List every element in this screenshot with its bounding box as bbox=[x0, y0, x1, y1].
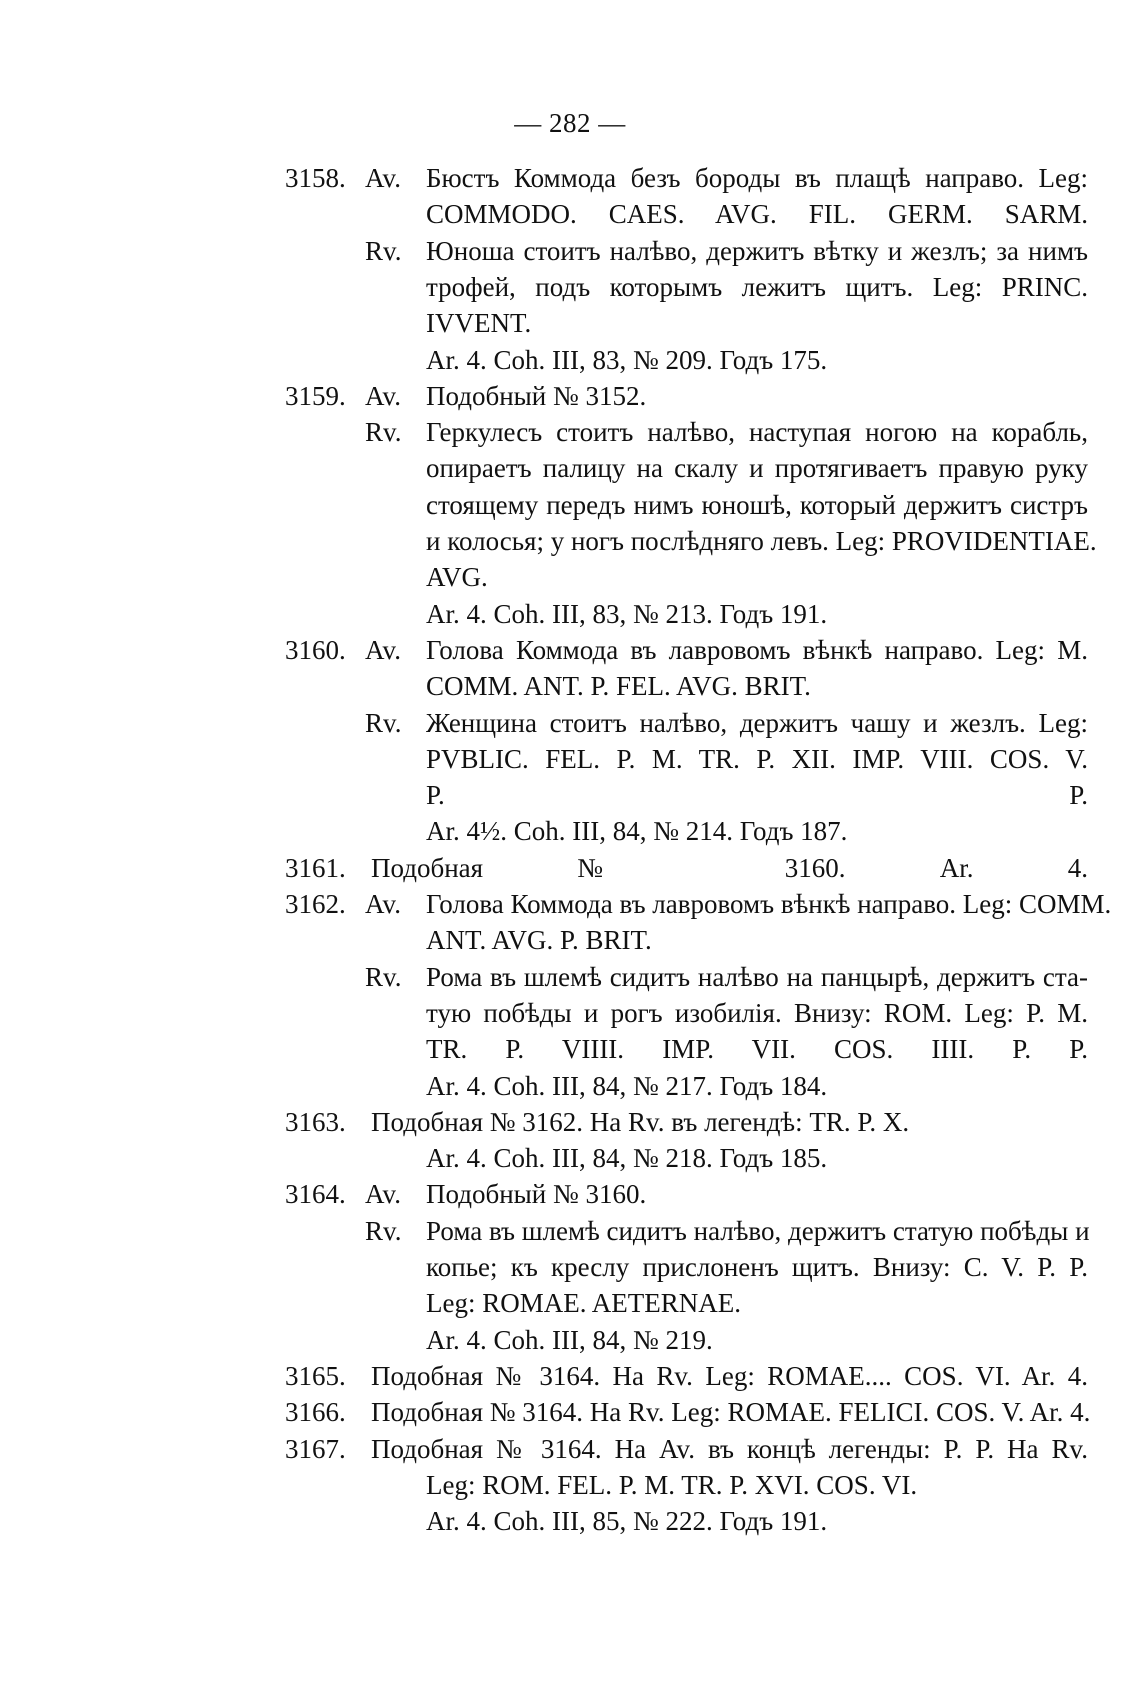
entry-text: Подобная № 3162. На Rv. въ легендѣ: TR. P. X. bbox=[371, 1106, 910, 1137]
catalog-line bbox=[0, 1213, 1140, 1249]
catalog-line bbox=[0, 1031, 1140, 1067]
entry-text: Рома въ шлемѣ сидитъ налѣво, держитъ статую побѣды и bbox=[426, 1215, 1090, 1246]
entry-text: Leg: ROM. FEL. P. M. TR. P. XVI. COS. VI. bbox=[426, 1469, 918, 1500]
catalog-line bbox=[0, 1249, 1140, 1285]
catalog-entry bbox=[0, 160, 1140, 196]
entry-text: TR. P. VIIII. IMP. VII. COS. IIII. P. P. bbox=[426, 1034, 1088, 1065]
catalog-line bbox=[0, 668, 1140, 704]
catalog-line bbox=[0, 922, 1140, 958]
catalog-line bbox=[0, 196, 1140, 232]
entry-text: Юноша стоитъ налѣво, держитъ вѣтку и жезлъ; за нимъ bbox=[426, 235, 1088, 266]
entry-number: 3159. bbox=[285, 380, 346, 411]
catalog-line bbox=[0, 414, 1140, 450]
entry-text: Ar. 4. Coh. III, 84, № 218. Годъ 185. bbox=[426, 1143, 828, 1174]
entry-text: Бюстъ Коммода безъ бороды въ плащѣ направо. Leg: bbox=[426, 163, 1088, 193]
catalog-line bbox=[0, 450, 1140, 486]
coin-side-label: Av. bbox=[365, 163, 401, 193]
catalog-entry bbox=[0, 378, 1140, 414]
catalog-line bbox=[0, 741, 1140, 777]
coin-side-label: Av. bbox=[365, 380, 401, 411]
catalog-line bbox=[0, 269, 1140, 305]
entry-text: Голова Коммода въ лавровомъ вѣнкѣ направо. Leg: M. bbox=[426, 634, 1088, 665]
catalog-entry bbox=[0, 850, 1140, 886]
entry-text: опираетъ палицу на скалу и протягиваетъ правую руку bbox=[426, 453, 1088, 484]
catalog-line bbox=[0, 1140, 1140, 1176]
catalog-line bbox=[0, 1467, 1140, 1503]
entry-text: и колосья; у ногъ послѣдняго левъ. Leg: PROVIDENTIAE. bbox=[426, 526, 1097, 556]
coin-side-label: Rv. bbox=[365, 707, 402, 738]
catalog-line bbox=[0, 995, 1140, 1031]
catalog-entry bbox=[0, 1358, 1140, 1394]
entry-text: Подобная № 3164. На Av. въ концѣ легенды: P. P. На Rv. bbox=[371, 1433, 1088, 1464]
entry-text: Подобная № 3164. На Rv. Leg: ROMAE.... COS. VI. Ar. 4. bbox=[371, 1360, 1088, 1391]
entry-text: стоящему передъ нимъ юношѣ, который держитъ систръ bbox=[426, 489, 1088, 520]
entry-number: 3164. bbox=[285, 1179, 346, 1210]
entry-text: Женщина стоитъ налѣво, держитъ чашу и жезлъ. Leg: bbox=[426, 707, 1088, 738]
entry-text: IVVENT. bbox=[426, 308, 532, 339]
entry-text: P. P. bbox=[426, 780, 1088, 811]
coin-side-label: Av. bbox=[365, 889, 401, 919]
entry-text: Ar. 4. Coh. III, 83, № 209. Годъ 175. bbox=[426, 344, 828, 375]
entry-text: Подобный № 3152. bbox=[426, 380, 647, 411]
entry-text: Ar. 4. Coh. III, 84, № 217. Годъ 184. bbox=[426, 1070, 828, 1101]
catalog-line bbox=[0, 959, 1140, 995]
catalog-line bbox=[0, 596, 1140, 632]
entry-text: Подобная № 3164. На Rv. Leg: ROMAE. FELICI. COS. V. Ar. 4. bbox=[371, 1397, 1091, 1428]
entry-text: Ar. 4. Coh. III, 85, № 222. Годъ 191. bbox=[426, 1506, 828, 1537]
coin-side-label: Rv. bbox=[365, 961, 402, 992]
catalog-line bbox=[0, 813, 1140, 849]
catalog-entry bbox=[0, 1394, 1140, 1430]
entry-number: 3165. bbox=[285, 1360, 346, 1391]
entry-number: 3166. bbox=[285, 1397, 346, 1428]
catalog-line bbox=[0, 1068, 1140, 1104]
catalog-entry bbox=[0, 632, 1140, 668]
entry-text: Подобный № 3160. bbox=[426, 1179, 647, 1210]
entry-text: Геркулесъ стоитъ налѣво, наступая ногою на корабль, bbox=[426, 417, 1088, 448]
entry-text: трофей, подъ которымъ лежитъ щитъ. Leg: PRINC. bbox=[426, 271, 1088, 302]
entry-number: 3162. bbox=[285, 889, 346, 919]
catalog-line bbox=[0, 705, 1140, 741]
catalog-line bbox=[0, 305, 1140, 341]
entry-text: ANT. AVG. P. BRIT. bbox=[426, 925, 652, 956]
entry-text: Ar. 4. Coh. III, 84, № 219. bbox=[426, 1324, 713, 1355]
page-number: — 282 — bbox=[514, 108, 626, 138]
catalog-line bbox=[0, 523, 1140, 559]
catalog-entry bbox=[0, 1176, 1140, 1212]
entry-number: 3163. bbox=[285, 1106, 346, 1137]
catalog-line bbox=[0, 233, 1140, 269]
coin-side-label: Av. bbox=[365, 634, 401, 665]
catalog-entry bbox=[0, 886, 1140, 922]
catalog-line bbox=[0, 487, 1140, 523]
entry-text: Голова Коммода въ лавровомъ вѣнкѣ направо. Leg: COMM. bbox=[426, 889, 1112, 919]
entry-number: 3167. bbox=[285, 1433, 346, 1464]
entry-number: 3160. bbox=[285, 634, 346, 665]
coin-side-label: Rv. bbox=[365, 235, 402, 266]
entry-text: Leg: ROMAE. AETERNAE. bbox=[426, 1288, 741, 1319]
catalog-line bbox=[0, 559, 1140, 595]
coin-side-label: Rv. bbox=[365, 417, 402, 448]
entry-text: копье; къ креслу прислоненъ щитъ. Внизу: C. V. P. P. bbox=[426, 1252, 1088, 1282]
entry-number: 3161. bbox=[285, 852, 346, 883]
entry-number: 3158. bbox=[285, 163, 346, 193]
catalog-line bbox=[0, 342, 1140, 378]
catalog-entry bbox=[0, 1431, 1140, 1467]
entry-text: Рома въ шлемѣ сидитъ налѣво на панцырѣ, держитъ ста- bbox=[426, 961, 1088, 992]
entry-text: Подобная № 3160. Ar. 4. bbox=[371, 852, 1088, 883]
entry-text: Ar. 4½. Coh. III, 84, № 214. Годъ 187. bbox=[426, 816, 848, 847]
entry-text: COMMODO. CAES. AVG. FIL. GERM. SARM. bbox=[426, 199, 1088, 230]
catalog-line bbox=[0, 777, 1140, 813]
entry-text: COMM. ANT. P. FEL. AVG. BRIT. bbox=[426, 671, 811, 702]
entry-text: Ar. 4. Coh. III, 83, № 213. Годъ 191. bbox=[426, 598, 828, 629]
catalog-entry bbox=[0, 1104, 1140, 1140]
entry-text: тую побѣды и рогъ изобилія. Внизу: ROM. Leg: P. M. bbox=[426, 997, 1088, 1028]
coin-side-label: Rv. bbox=[365, 1215, 402, 1246]
coin-side-label: Av. bbox=[365, 1179, 401, 1210]
catalog-line bbox=[0, 1285, 1140, 1321]
entry-text: AVG. bbox=[426, 562, 488, 593]
entry-text: PVBLIC. FEL. P. M. TR. P. XII. IMP. VIII. COS. V. bbox=[426, 743, 1088, 774]
catalog-line bbox=[0, 1322, 1140, 1358]
catalog-line bbox=[0, 1503, 1140, 1539]
